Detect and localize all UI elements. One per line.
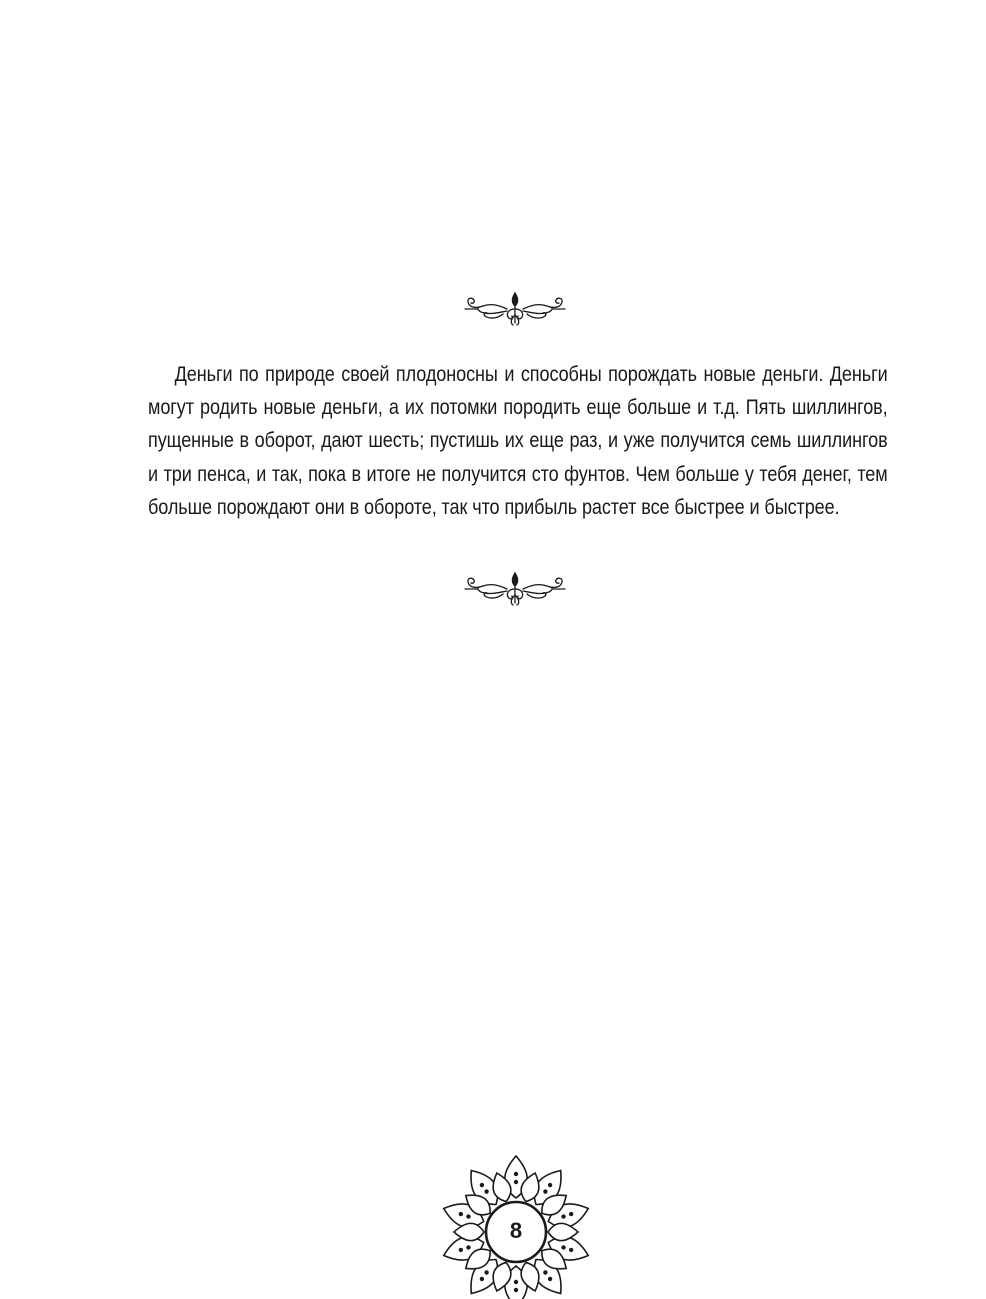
body-paragraph: Деньги по природе своей плодоносны и способны порождать новые деньги. Деньги могут родить новые деньги, а их потомки породить еще больше и т.д. Пять шиллингов, пущенные в оборот, дают шесть; пустишь их еще раз, и уже получится семь шиллингов и три пенса, и так, пока в итоге не получится сто фунтов. Чем больше у тебя денег, тем больше порождают они в обороте, так что прибыль растет все быстрее и быстрее. xyxy=(148,363,888,519)
top-flourish-divider-icon xyxy=(463,289,567,329)
bottom-flourish-divider-icon xyxy=(463,569,567,609)
page-number: 8 xyxy=(509,1218,523,1243)
